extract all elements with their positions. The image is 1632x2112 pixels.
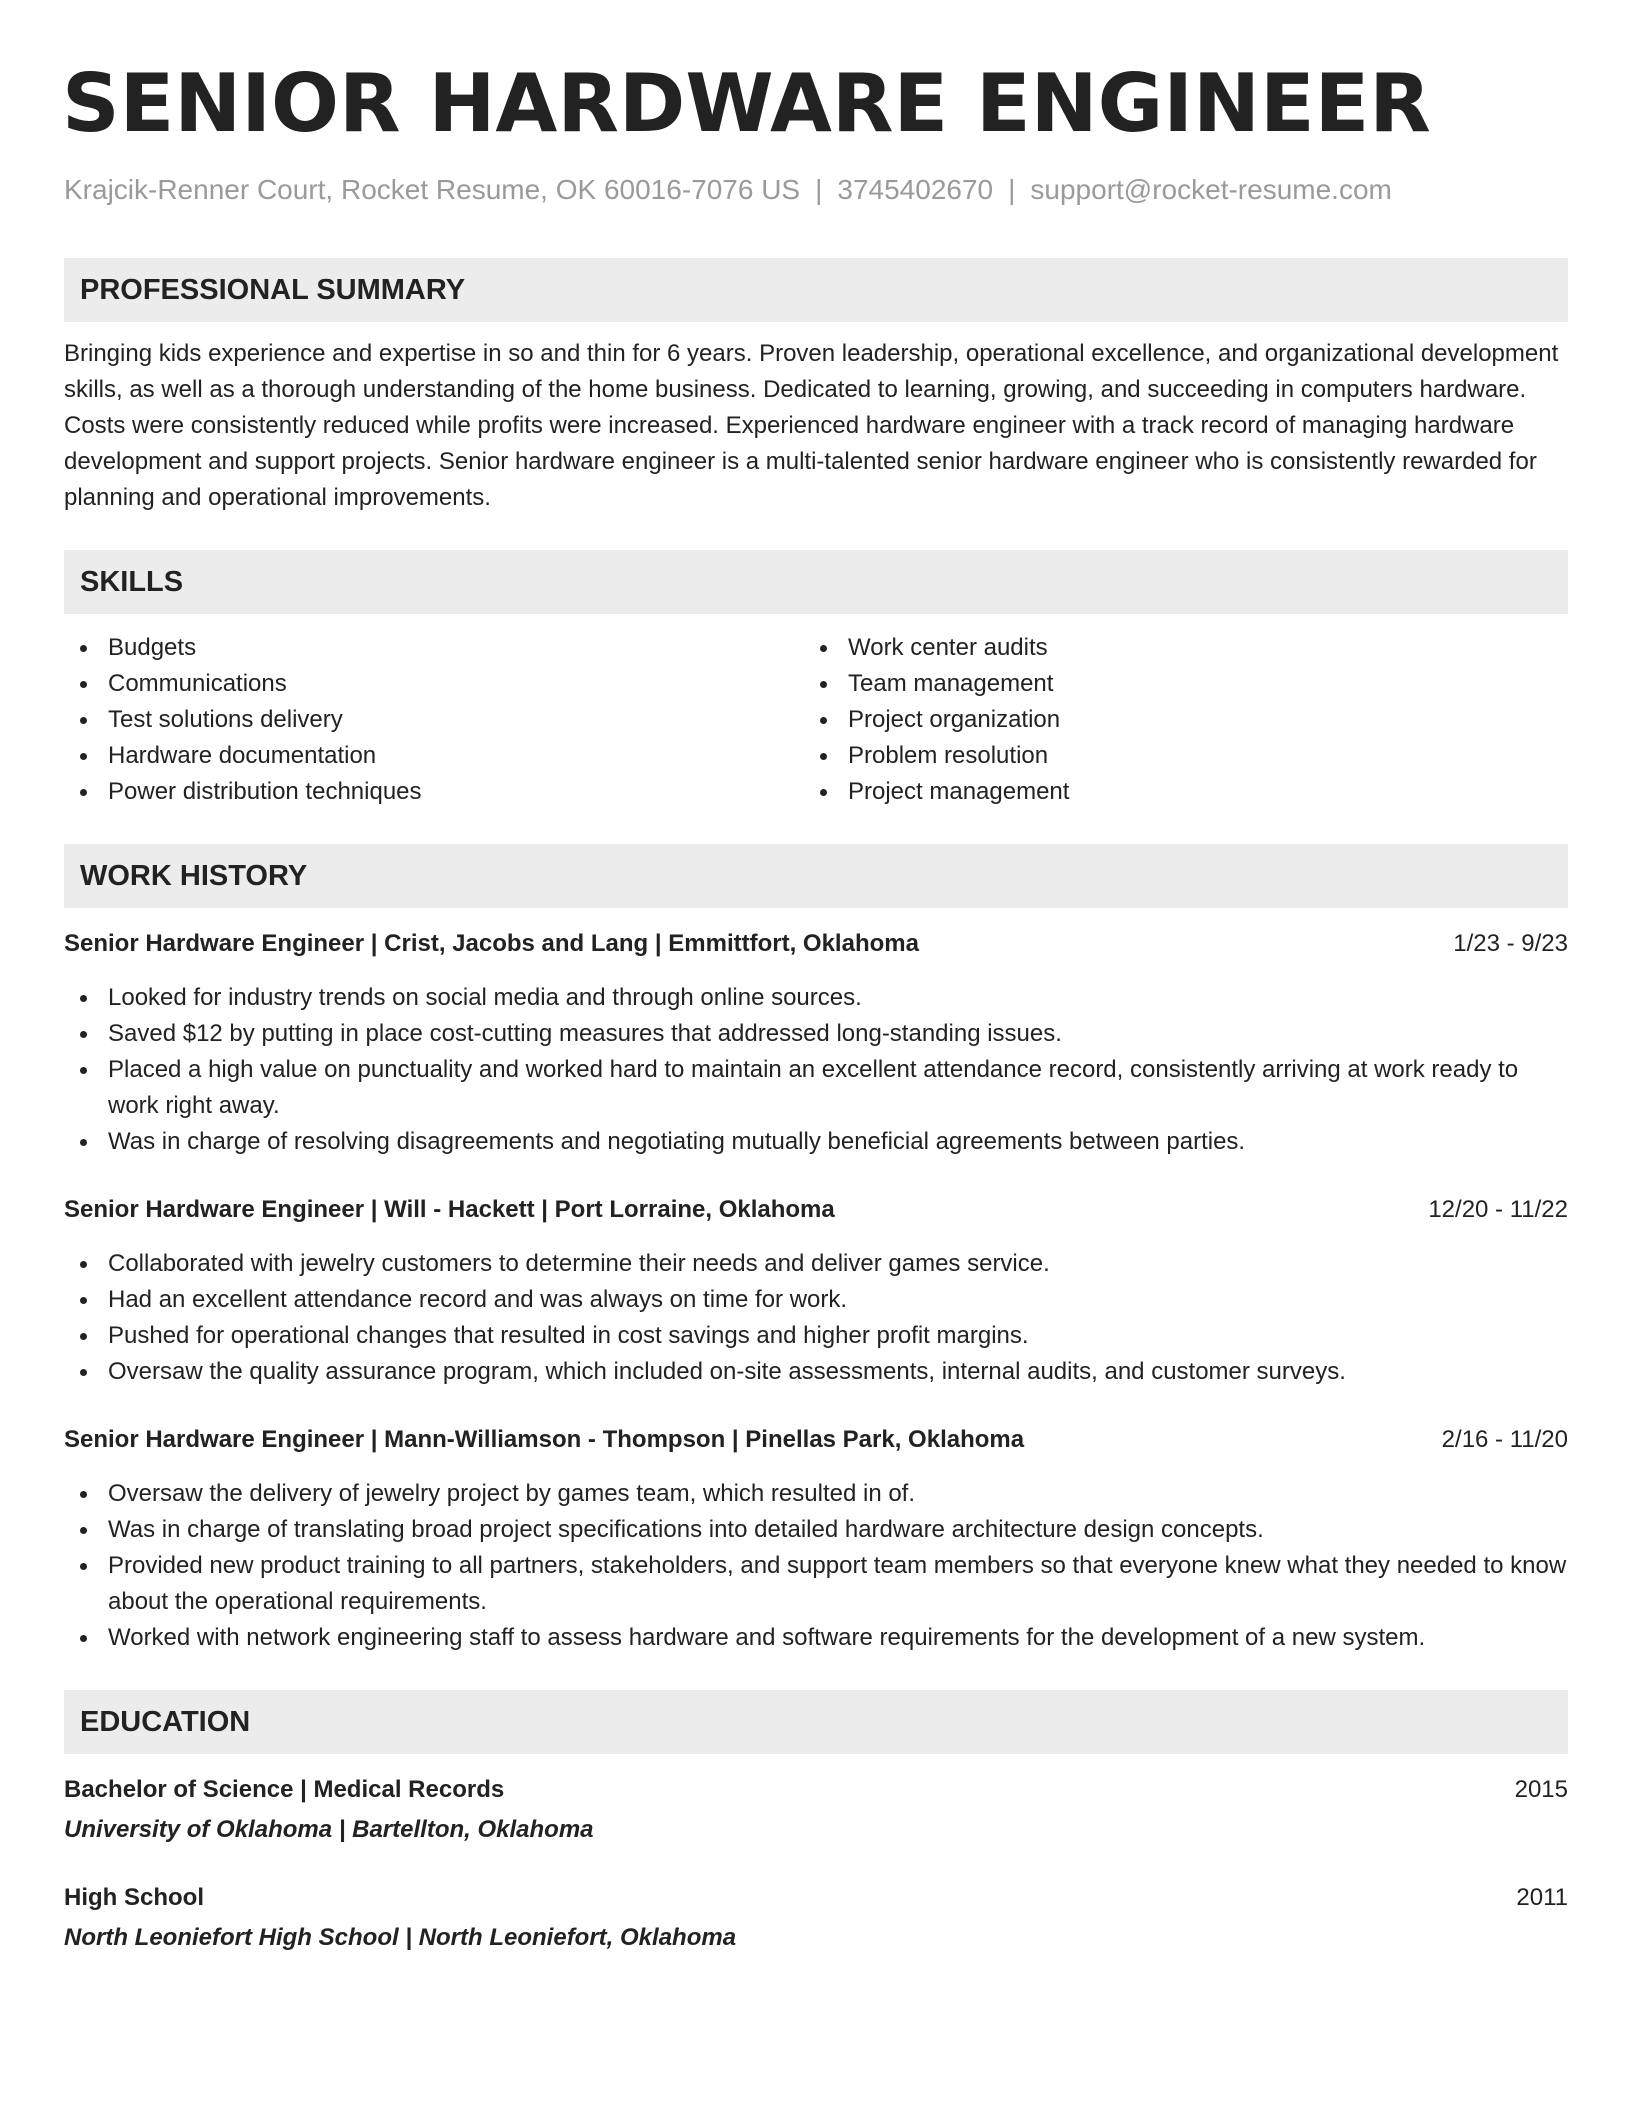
education-year: 2011: [1516, 1884, 1568, 1911]
education-school: North Leoniefort High School | North Leoniefort, Oklahoma: [64, 1924, 737, 1951]
skill-item: Project management: [804, 774, 1544, 810]
job-dates: 2/16 - 11/20: [1441, 1426, 1568, 1453]
job-entry: [64, 1422, 1568, 1656]
education-header: [64, 1880, 1568, 1916]
contact-separator: |: [1008, 174, 1016, 205]
job-dates: 12/20 - 11/22: [1428, 1196, 1568, 1223]
job-title: Senior Hardware Engineer | Crist, Jacobs and Lang | Emmittfort, Oklahoma: [64, 930, 919, 957]
job-bullet: Pushed for operational changes that resulted in cost savings and higher profit margins.: [64, 1318, 1568, 1354]
work-history-section: [64, 844, 1568, 1656]
summary-section: [64, 258, 1568, 516]
job-dates: 1/23 - 9/23: [1453, 930, 1568, 957]
job-bullet: Was in charge of translating broad project specifications into detailed hardware architecture design concepts.: [64, 1512, 1568, 1548]
job-bullet: Saved $12 by putting in place cost-cutting measures that addressed long-standing issues.: [64, 1016, 1568, 1052]
job-title: Senior Hardware Engineer | Will - Hackett | Port Lorraine, Oklahoma: [64, 1196, 835, 1223]
contact-line: [64, 172, 1568, 208]
contact-email: support@rocket-resume.com: [1030, 174, 1392, 205]
skill-item: Communications: [64, 666, 804, 702]
skill-item: Hardware documentation: [64, 738, 804, 774]
job-bullet: Placed a high value on punctuality and worked hard to maintain an excellent attendance record, consistently arriving at work ready to work right away.: [64, 1052, 1568, 1124]
skills-right-list: [804, 630, 1544, 810]
summary-heading: PROFESSIONAL SUMMARY: [64, 258, 1568, 322]
education-entry: [64, 1772, 1568, 1848]
summary-text: Bringing kids experience and expertise in so and thin for 6 years. Proven leadership, operational excellence, and organizational development skills, as well as a thorough understanding of the home business. Dedicated to learning, growing, and succeeding in computers hardware. Costs were consistently reduced while profits were increased. Experienced hardware engineer with a track record of managing hardware development and support projects. Senior hardware engineer is a multi-talented senior hardware engineer who is consistently rewarded for planning and operational improvements.: [64, 340, 1559, 511]
education-section: [64, 1690, 1568, 1956]
contact-address: Krajcik-Renner Court, Rocket Resume, OK 60016-7076 US: [64, 174, 801, 205]
job-bullet: Collaborated with jewelry customers to determine their needs and deliver games service.: [64, 1246, 1568, 1282]
skill-item: Power distribution techniques: [64, 774, 804, 810]
job-bullet: Provided new product training to all partners, stakeholders, and support team members so that everyone knew what they needed to know about the operational requirements.: [64, 1548, 1568, 1620]
job-header: [64, 1422, 1568, 1458]
skills-left-list: [64, 630, 804, 810]
job-bullets: [64, 1476, 1568, 1656]
education-entry: [64, 1880, 1568, 1956]
job-bullet: Had an excellent attendance record and was always on time for work.: [64, 1282, 1568, 1318]
job-bullet: Was in charge of resolving disagreements and negotiating mutually beneficial agreements between parties.: [64, 1124, 1568, 1160]
job-bullet: Worked with network engineering staff to assess hardware and software requirements for the development of a new system.: [64, 1620, 1568, 1656]
education-degree: High School: [64, 1884, 204, 1911]
education-header: [64, 1772, 1568, 1808]
skill-item: Project organization: [804, 702, 1544, 738]
skill-item: Test solutions delivery: [64, 702, 804, 738]
job-bullet: Oversaw the quality assurance program, which included on-site assessments, internal audits, and customer surveys.: [64, 1354, 1568, 1390]
job-bullets: [64, 1246, 1568, 1390]
education-school: University of Oklahoma | Bartellton, Oklahoma: [64, 1816, 594, 1843]
skills-heading: SKILLS: [64, 550, 1568, 614]
job-bullet: Oversaw the delivery of jewelry project by games team, which resulted in of.: [64, 1476, 1568, 1512]
job-bullets: [64, 980, 1568, 1160]
education-heading: EDUCATION: [64, 1690, 1568, 1754]
job-title: Senior Hardware Engineer | Mann-Williamson - Thompson | Pinellas Park, Oklahoma: [64, 1426, 1025, 1453]
contact-phone: 3745402670: [837, 174, 994, 205]
contact-separator: |: [815, 174, 823, 205]
work-history-heading: WORK HISTORY: [64, 844, 1568, 908]
skill-item: Budgets: [64, 630, 804, 666]
skills-columns: [64, 630, 1568, 810]
skill-item: Team management: [804, 666, 1544, 702]
job-entry: [64, 926, 1568, 1160]
job-bullet: Looked for industry trends on social media and through online sources.: [64, 980, 1568, 1016]
job-entry: [64, 1192, 1568, 1390]
skill-item: Work center audits: [804, 630, 1544, 666]
skills-section: [64, 550, 1568, 810]
job-header: [64, 1192, 1568, 1228]
job-header: [64, 926, 1568, 962]
skill-item: Problem resolution: [804, 738, 1544, 774]
education-year: 2015: [1514, 1776, 1568, 1803]
resume-name: SENIOR HARDWARE ENGINEER: [62, 57, 1431, 150]
education-degree: Bachelor of Science | Medical Records: [64, 1776, 505, 1803]
